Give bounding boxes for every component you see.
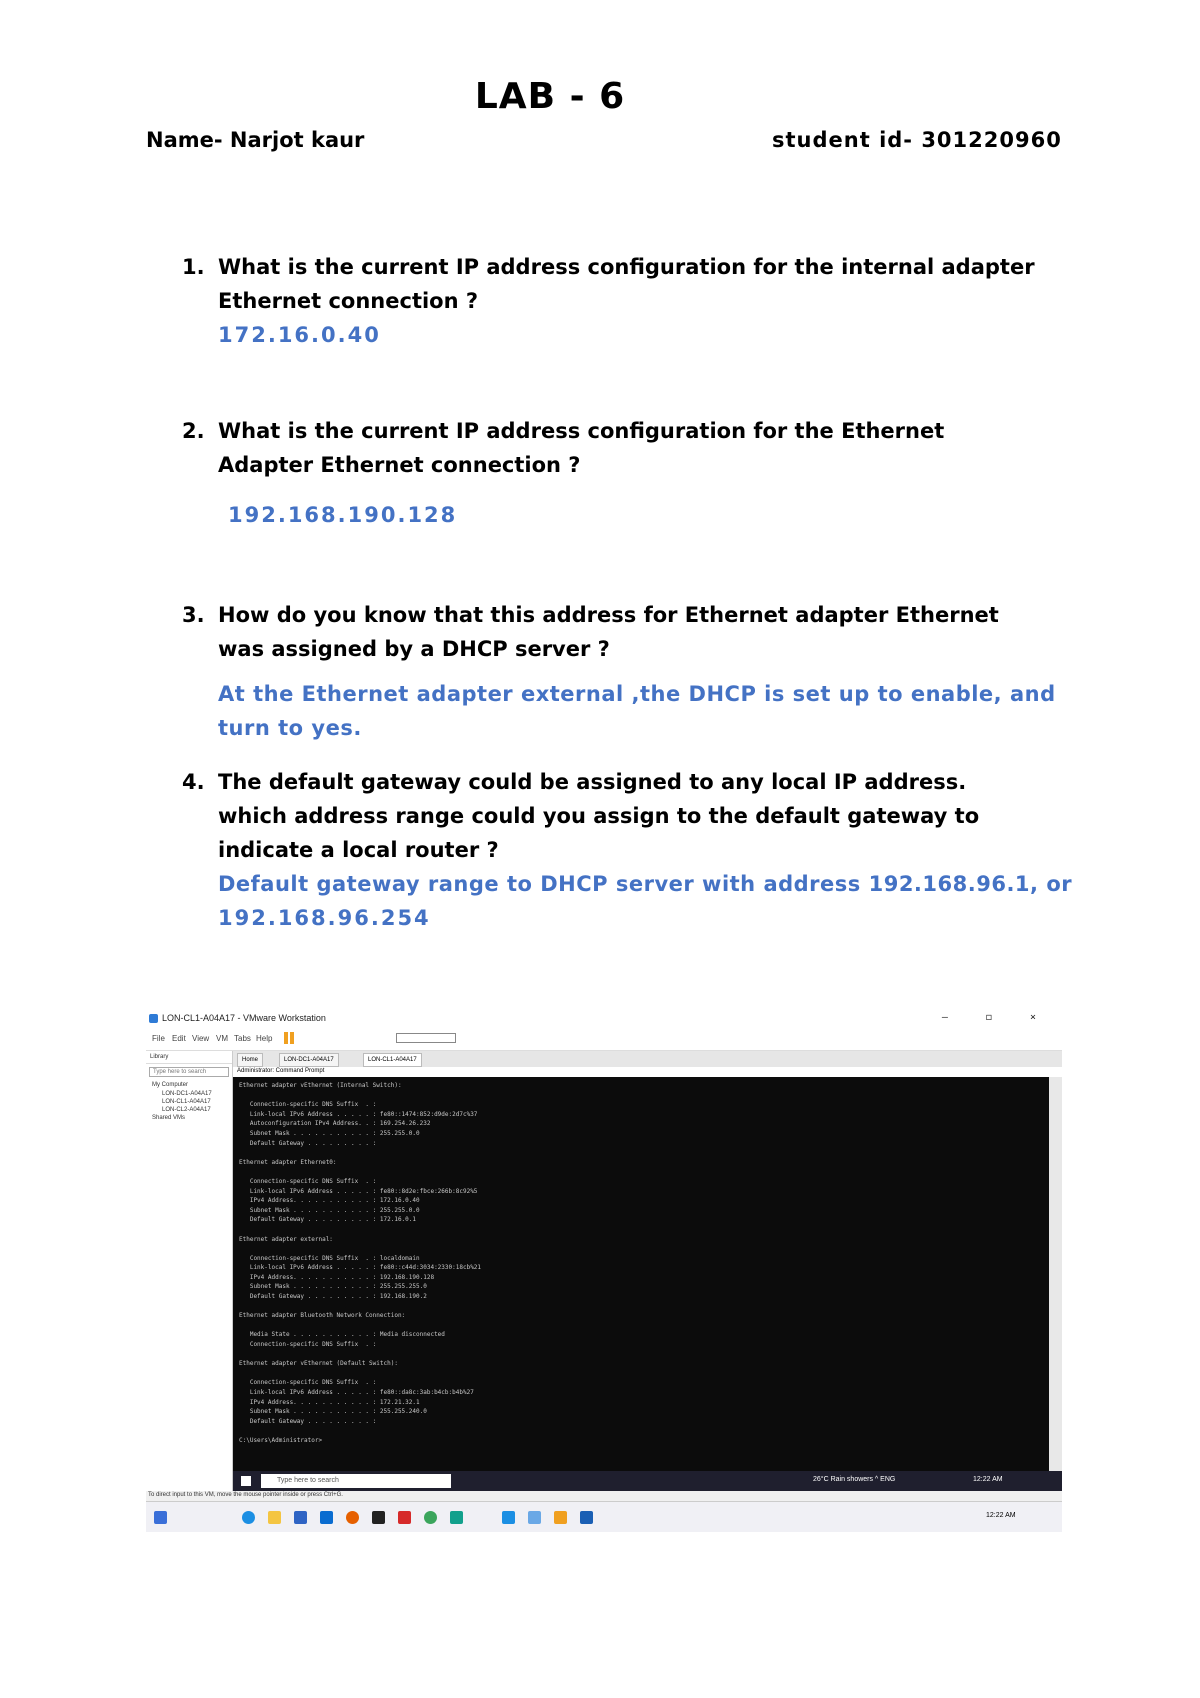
question-2 — [182, 414, 1062, 482]
tab-lon-cl1[interactable]: LON-CL1-A04A17 — [363, 1053, 422, 1067]
acrobat-icon[interactable] — [398, 1511, 411, 1524]
window-controls[interactable]: – ◻ × — [941, 1012, 1052, 1023]
question-text-line: What is the current IP address configuration for the internal adapter — [218, 255, 1035, 279]
pause-icon-bar — [290, 1032, 294, 1044]
view-mode-icons[interactable] — [396, 1033, 456, 1043]
student-name: Name- Narjot kaur — [146, 128, 365, 152]
answer-2: 192.168.190.128 — [228, 503, 458, 527]
answer-4-line-2: 192.168.96.254 — [218, 906, 431, 930]
vmware-screenshot — [146, 1010, 1062, 1532]
answer-1: 172.16.0.40 — [218, 323, 381, 347]
chrome-icon[interactable] — [424, 1511, 437, 1524]
edge-browser-icon[interactable] — [242, 1511, 255, 1524]
library-title: Library — [146, 1051, 232, 1064]
menu-help[interactable]: Help — [256, 1034, 273, 1043]
host-taskbar — [146, 1501, 1062, 1532]
firefox-icon[interactable] — [346, 1511, 359, 1524]
question-number: 2. — [182, 419, 205, 443]
library-item[interactable]: LON-CL1-A04A17 — [162, 1099, 211, 1105]
menu-tabs[interactable]: Tabs — [234, 1034, 251, 1043]
answer-4-line-1: Default gateway range to DHCP server with address 192.168.96.1, or — [218, 872, 1073, 896]
console-scrollbar[interactable] — [1049, 1077, 1062, 1471]
file-explorer-icon[interactable] — [268, 1511, 281, 1524]
question-number: 1. — [182, 255, 205, 279]
cmd-title: Administrator: Command Prompt — [237, 1068, 325, 1074]
question-text-line: was assigned by a DHCP server ? — [218, 637, 610, 661]
question-text-line: which address range could you assign to the default gateway to — [218, 804, 980, 828]
outlook-icon[interactable] — [580, 1511, 593, 1524]
dropbox-icon[interactable] — [372, 1511, 385, 1524]
menu-edit[interactable]: Edit — [172, 1034, 186, 1043]
question-4 — [182, 765, 1062, 867]
mail-icon[interactable] — [320, 1511, 333, 1524]
library-item[interactable]: Shared VMs — [152, 1115, 186, 1121]
library-item[interactable]: LON-CL2-A04A17 — [162, 1107, 211, 1113]
windows-start-icon[interactable] — [154, 1511, 167, 1524]
store-icon[interactable] — [294, 1511, 307, 1524]
library-item[interactable]: LON-DC1-A04A17 — [162, 1091, 212, 1097]
tab-lon-dc1[interactable]: LON-DC1-A04A17 — [279, 1053, 339, 1067]
app-icon[interactable] — [450, 1511, 463, 1524]
guest-taskbar — [233, 1471, 1062, 1491]
vm-title-bar — [146, 1010, 1062, 1028]
question-number: 3. — [182, 603, 205, 627]
library-item[interactable]: My Computer — [152, 1082, 189, 1088]
menu-vm[interactable]: VM — [216, 1034, 228, 1043]
library-search-input[interactable]: Type here to search — [149, 1067, 229, 1077]
vm-status-bar — [146, 1491, 1062, 1501]
vm-tabs — [233, 1051, 1062, 1067]
vm-menu-bar — [146, 1028, 1062, 1051]
pause-icon[interactable] — [284, 1032, 288, 1044]
guest-search-box[interactable]: Type here to search — [261, 1474, 451, 1488]
answer-3-line-1: At the Ethernet adapter external ,the DHCP is set up to enable, and — [218, 682, 1056, 706]
vmware-icon[interactable] — [502, 1511, 515, 1524]
cmd-title-bar — [233, 1067, 1062, 1077]
guest-tray: 26°C Rain showers ^ ENG — [813, 1476, 896, 1483]
tab-home[interactable]: Home — [237, 1053, 263, 1067]
library-pane — [146, 1051, 233, 1491]
app-icon[interactable] — [554, 1511, 567, 1524]
question-text-line: Ethernet connection ? — [218, 289, 479, 313]
student-id: student id- 301220960 — [772, 128, 1062, 152]
question-1 — [182, 250, 1062, 318]
question-3 — [182, 598, 1062, 666]
status-text: To direct input to this VM, move the mouse pointer inside or press Ctrl+G. — [148, 1492, 343, 1498]
question-number: 4. — [182, 770, 205, 794]
command-prompt-output: Ethernet adapter vEthernet (Internal Switch): Connection-specific DNS Suffix . : Link-local IPv6 Address . . . . . : fe80::1474:852:d9de:2d7c%37 Autoconfiguration IPv4 Address. . : 169.254.26.232 Subnet Mask . . . . . . . . . . . : 255.255.0.0 Default Gateway . . . . . . . . . : Ethernet adapter Ethernet0: Connection-specific DNS Suffix . : Link-local IPv6 Address . . . . . : fe80::8d2e:fbce:266b:8c92%5 IPv4 Address. . . . . . . . . . . : 172.16.0.40 Subnet Mask . . . . . . . . . . . : 255.255.0.0 Default Gateway . . . . . . . . . : 172.16.0.1 Ethernet adapter external: Connection-specific DNS Suffix . : localdomain Link-local IPv6 Address . . . . . : fe80::c44d:3034:2330:18cb%21 IPv4 Address. . . . . . . . . . . : 192.168.190.128 Subnet Mask . . . . . . . . . . . : 255.255.255.0 Default Gateway . . . . . . . . . : 192.168.190.2 Ethernet adapter Bluetooth Network Connection: Media State . . . . . . . . . . . : Media disconnected Connection-specific DNS Suffix . : Ethernet adapter vEthernet (Default Switch): Connection-specific DNS Suffix . : Link-local IPv6 Address . . . . . : fe80::da8c:3ab:b4cb:b4b%27 IPv4 Address. . . . . . . . . . . : 172.21.32.1 Subnet Mask . . . . . . . . . . . : 255.255.240.0 Default Gateway . . . . . . . . . : C:\Users\Administrator> — [233, 1077, 1049, 1471]
vm-window-title: LON-CL1-A04A17 - VMware Workstation — [162, 1013, 326, 1023]
question-text-line: indicate a local router ? — [218, 838, 499, 862]
menu-file[interactable]: File — [152, 1034, 165, 1043]
menu-view[interactable]: View — [192, 1034, 210, 1043]
host-clock: 12:22 AM — [986, 1512, 1016, 1519]
windows-start-icon[interactable] — [241, 1476, 251, 1486]
vmware-logo-icon — [149, 1014, 158, 1023]
page-title: LAB - 6 — [474, 76, 626, 117]
guest-clock: 12:22 AM — [973, 1476, 1003, 1483]
question-text-line: What is the current IP address configuration for the Ethernet — [218, 419, 945, 443]
app-icon[interactable] — [528, 1511, 541, 1524]
question-text-line: How do you know that this address for Ethernet adapter Ethernet — [218, 603, 999, 627]
answer-3-line-2: turn to yes. — [218, 716, 362, 740]
question-text-line: The default gateway could be assigned to any local IP address. — [218, 770, 967, 794]
question-text-line: Adapter Ethernet connection ? — [218, 453, 581, 477]
